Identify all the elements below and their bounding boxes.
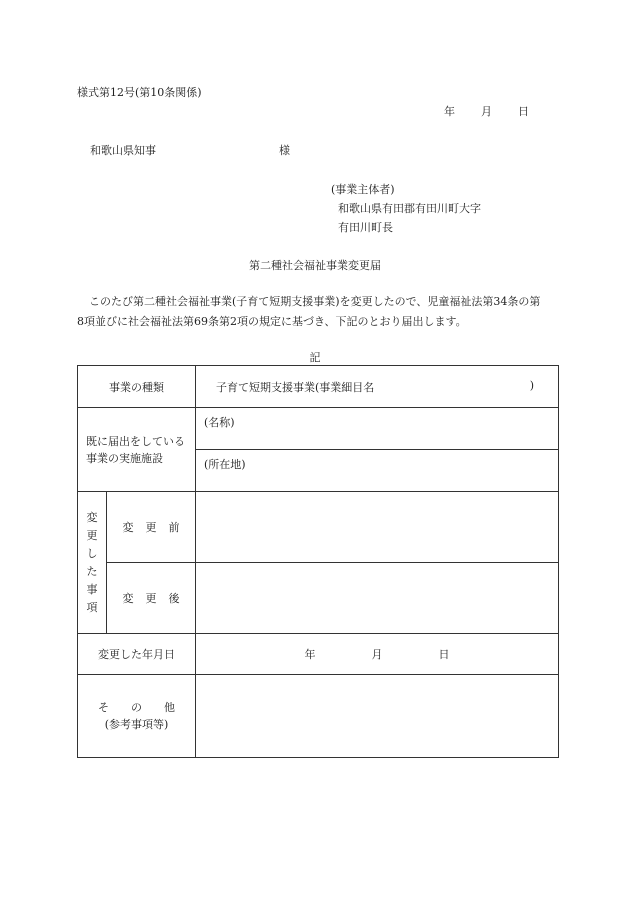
- change-date-label: 変更した年月日: [78, 634, 196, 675]
- business-type-value: 子育て短期支援事業(事業細目名: [216, 380, 375, 394]
- facility-label-line1: 既に届出をしている: [86, 434, 185, 448]
- label-char: の: [131, 701, 142, 714]
- document-title: 第二種社会福祉事業変更届: [249, 259, 381, 272]
- facility-address-field[interactable]: [196, 450, 559, 492]
- table-row: [78, 408, 559, 450]
- other-label: [78, 675, 196, 758]
- body-paragraph: このたび第二種社会福祉事業(子育て短期支援事業)を変更したので、児童福祉法第34条の第8項並びに社会福祉法第69条第2項の規定に基づき、下記のとおり届出します。: [77, 295, 541, 328]
- after-change-field[interactable]: [196, 563, 559, 634]
- year-label: 年: [444, 105, 455, 118]
- business-type-label: 事業の種類: [78, 366, 196, 408]
- business-type-field[interactable]: [196, 366, 559, 408]
- facility-label: [78, 408, 196, 492]
- table-row: [78, 492, 559, 563]
- month-label: 月: [371, 648, 383, 661]
- other-label-note: (参考事項等): [104, 718, 169, 731]
- facility-label-line2: 事業の実施施設: [86, 451, 163, 465]
- other-label-main: [78, 699, 195, 716]
- label-char: 変: [122, 592, 134, 605]
- table-row: [78, 675, 559, 758]
- label-char: 変: [122, 521, 134, 534]
- table-row: [78, 634, 559, 675]
- vertical-char: し: [86, 546, 98, 560]
- day-label: 日: [438, 648, 450, 661]
- table-row: [78, 366, 559, 408]
- month-label: 月: [481, 105, 492, 118]
- label-char: そ: [98, 701, 109, 714]
- label-char: 更: [145, 592, 157, 605]
- applicant-label: (事業主体者): [331, 183, 395, 196]
- before-change-field[interactable]: [196, 492, 559, 563]
- ki-heading: 記: [309, 351, 321, 364]
- applicant-address: 和歌山県有田郡有田川町大字: [338, 202, 481, 215]
- business-type-close: ): [529, 379, 534, 392]
- submission-date[interactable]: [444, 103, 529, 119]
- after-change-label: [107, 563, 196, 634]
- vertical-char: 更: [86, 528, 98, 542]
- facility-name-field[interactable]: [196, 408, 559, 450]
- other-field[interactable]: [196, 675, 559, 758]
- facility-address-label: (所在地): [204, 458, 246, 471]
- table-row: [78, 563, 559, 634]
- applicant-name: 有田川町長: [338, 221, 393, 234]
- day-label: 日: [518, 105, 529, 118]
- facility-name-label: (名称): [204, 416, 235, 429]
- before-change-label: [107, 492, 196, 563]
- label-char: 他: [164, 701, 175, 714]
- label-char: 更: [145, 521, 157, 534]
- year-label: 年: [304, 648, 316, 661]
- label-char: 前: [168, 521, 180, 534]
- label-char: 後: [168, 592, 180, 605]
- vertical-char: た: [86, 564, 98, 578]
- vertical-char: 変: [86, 510, 98, 524]
- addressee-name: 和歌山県知事: [90, 144, 156, 157]
- changed-items-label: [78, 492, 107, 634]
- change-form-table: [77, 365, 559, 758]
- changed-items-vertical-text: [78, 509, 106, 617]
- addressee-honorific: 様: [279, 144, 290, 157]
- change-date-field[interactable]: [196, 634, 559, 675]
- vertical-char: 項: [86, 600, 98, 614]
- form-number: 様式第12号(第10条関係): [77, 86, 202, 99]
- vertical-char: 事: [86, 582, 98, 596]
